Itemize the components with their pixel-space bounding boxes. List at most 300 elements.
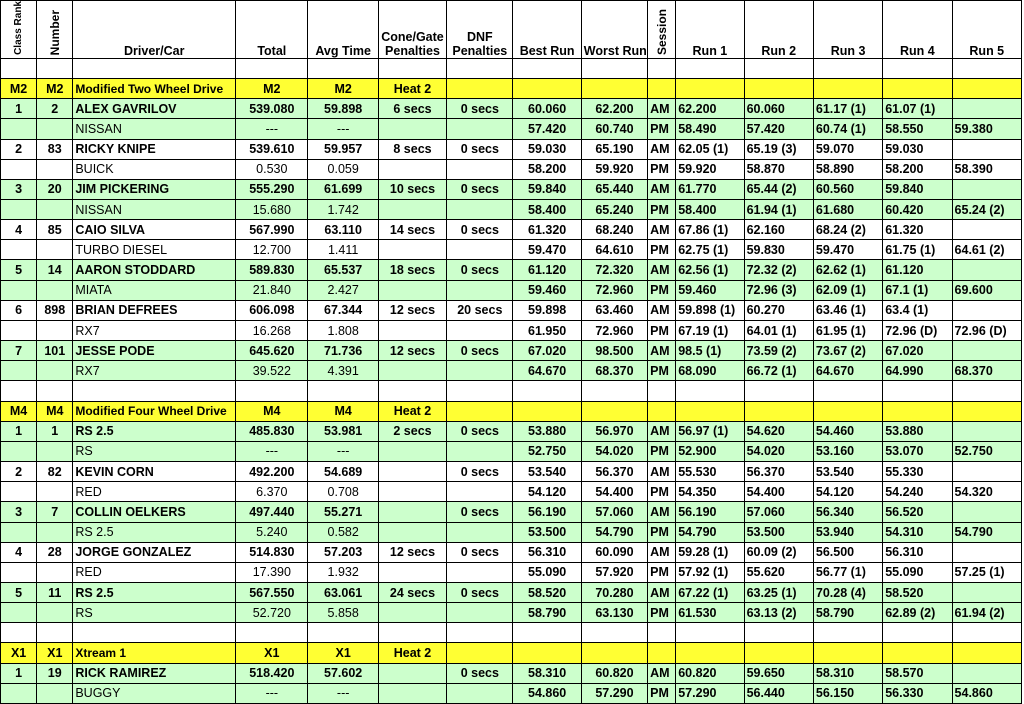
cell-avg-time: ---	[308, 441, 378, 461]
cell-best-run: 59.840	[513, 179, 581, 199]
cell-run-3	[813, 643, 882, 663]
cell-run-2: 59.650	[744, 663, 813, 683]
cell-run-4: 67.1 (1)	[883, 280, 952, 300]
cell-number: 101	[37, 341, 73, 361]
table-row	[1, 462, 1022, 482]
cell-driver-car: COLLIN OELKERS	[73, 502, 236, 522]
cell-run-3: 54.120	[813, 482, 882, 502]
cell-dnf-penalties: 0 secs	[447, 582, 513, 602]
cell-dnf-penalties	[447, 159, 513, 179]
cell-driver-car: TURBO DIESEL	[73, 240, 236, 260]
cell-class-rank	[1, 280, 37, 300]
cell-run-5	[952, 401, 1021, 421]
cell-run-5	[952, 502, 1021, 522]
cell-dnf-penalties	[447, 200, 513, 220]
cell-total: M2	[236, 79, 308, 99]
cell-run-4: 67.020	[883, 341, 952, 361]
cell-worst-run	[581, 401, 647, 421]
cell-run-5: 54.860	[952, 683, 1021, 703]
header-best-run: Best Run	[513, 1, 581, 59]
cell-run-1: 67.86 (1)	[676, 220, 744, 240]
cell-avg-time: M4	[308, 401, 378, 421]
cell-run-3: 56.150	[813, 683, 882, 703]
cell-avg-time: 59.898	[308, 99, 378, 119]
cell-run-2: 54.620	[744, 421, 813, 441]
cell-driver-car: JESSE PODE	[73, 341, 236, 361]
table-row	[1, 300, 1022, 320]
cell-cone-gate-penalties: 8 secs	[378, 139, 446, 159]
header-run-5: Run 5	[952, 1, 1021, 59]
cell-run-5	[952, 663, 1021, 683]
table-row	[1, 421, 1022, 441]
cell-class-rank	[1, 361, 37, 381]
cell-number: 898	[37, 300, 73, 320]
cell-run-3: 58.890	[813, 159, 882, 179]
header-dnf-penalties: DNF Penalties	[447, 1, 513, 59]
table-row	[1, 582, 1022, 602]
header-worst-run: Worst Run	[581, 1, 647, 59]
cell-total: ---	[236, 119, 308, 139]
cell-number	[37, 683, 73, 703]
cell-driver-car: Xtream 1	[73, 643, 236, 663]
header-run-4: Run 4	[883, 1, 952, 59]
cell-avg-time: ---	[308, 119, 378, 139]
cell-run-3: 60.560	[813, 179, 882, 199]
cell-run-4	[883, 623, 952, 643]
cell-worst-run: 64.610	[581, 240, 647, 260]
cell-run-2	[744, 643, 813, 663]
cell-run-1: 68.090	[676, 361, 744, 381]
cell-run-4: 56.310	[883, 542, 952, 562]
cell-session: PM	[648, 240, 676, 260]
cell-best-run: 59.470	[513, 240, 581, 260]
cell-class-rank: 6	[1, 300, 37, 320]
cell-number: 83	[37, 139, 73, 159]
cell-class-rank	[1, 482, 37, 502]
cell-number	[37, 562, 73, 582]
cell-run-4: 58.550	[883, 119, 952, 139]
cell-best-run: 53.540	[513, 462, 581, 482]
cell-number: X1	[37, 643, 73, 663]
cell-run-5	[952, 582, 1021, 602]
cell-cone-gate-penalties: 12 secs	[378, 341, 446, 361]
cell-avg-time: 5.858	[308, 603, 378, 623]
cell-run-5: 57.25 (1)	[952, 562, 1021, 582]
cell-cone-gate-penalties	[378, 159, 446, 179]
table-row	[1, 542, 1022, 562]
cell-total: 21.840	[236, 280, 308, 300]
cell-cone-gate-penalties	[378, 320, 446, 340]
cell-run-4: 58.200	[883, 159, 952, 179]
cell-session	[648, 79, 676, 99]
cell-worst-run	[581, 79, 647, 99]
cell-run-5: 72.96 (D)	[952, 320, 1021, 340]
cell-cone-gate-penalties: 6 secs	[378, 99, 446, 119]
cell-run-1: 62.200	[676, 99, 744, 119]
cell-worst-run	[581, 623, 647, 643]
cell-run-1: 59.28 (1)	[676, 542, 744, 562]
cell-driver-car: RX7	[73, 320, 236, 340]
cell-number: 1	[37, 421, 73, 441]
cell-dnf-penalties	[447, 401, 513, 421]
cell-cone-gate-penalties	[378, 240, 446, 260]
cell-best-run: 60.060	[513, 99, 581, 119]
cell-avg-time: 1.932	[308, 562, 378, 582]
cell-avg-time: 2.427	[308, 280, 378, 300]
cell-worst-run: 65.240	[581, 200, 647, 220]
cell-dnf-penalties: 0 secs	[447, 341, 513, 361]
cell-total: 606.098	[236, 300, 308, 320]
cell-total: 645.620	[236, 341, 308, 361]
header-run-3: Run 3	[813, 1, 882, 59]
cell-avg-time: 53.981	[308, 421, 378, 441]
cell-run-2: 59.830	[744, 240, 813, 260]
cell-number	[37, 603, 73, 623]
cell-run-1: 59.920	[676, 159, 744, 179]
cell-total: 5.240	[236, 522, 308, 542]
cell-worst-run: 72.960	[581, 280, 647, 300]
cell-driver-car: RS 2.5	[73, 421, 236, 441]
cell-cone-gate-penalties	[378, 58, 446, 78]
cell-dnf-penalties: 0 secs	[447, 421, 513, 441]
cell-dnf-penalties	[447, 240, 513, 260]
cell-cone-gate-penalties	[378, 381, 446, 401]
cell-run-5	[952, 542, 1021, 562]
cell-run-3: 59.070	[813, 139, 882, 159]
cell-class-rank	[1, 603, 37, 623]
cell-class-rank	[1, 441, 37, 461]
cell-class-rank: 4	[1, 542, 37, 562]
cell-cone-gate-penalties	[378, 280, 446, 300]
cell-cone-gate-penalties: Heat 2	[378, 401, 446, 421]
cell-avg-time: 0.708	[308, 482, 378, 502]
table-row	[1, 139, 1022, 159]
cell-driver-car: RS	[73, 441, 236, 461]
cell-dnf-penalties	[447, 58, 513, 78]
cell-run-4: 59.840	[883, 179, 952, 199]
cell-session: AM	[648, 99, 676, 119]
cell-best-run: 61.120	[513, 260, 581, 280]
cell-run-1: 62.75 (1)	[676, 240, 744, 260]
cell-run-1: 67.19 (1)	[676, 320, 744, 340]
cell-run-1: 58.490	[676, 119, 744, 139]
cell-run-1: 56.190	[676, 502, 744, 522]
cell-run-4: 61.75 (1)	[883, 240, 952, 260]
table-row	[1, 361, 1022, 381]
cell-total: X1	[236, 643, 308, 663]
cell-run-4: 53.070	[883, 441, 952, 461]
cell-run-5	[952, 462, 1021, 482]
cell-best-run: 54.860	[513, 683, 581, 703]
cell-dnf-penalties	[447, 320, 513, 340]
cell-run-5	[952, 99, 1021, 119]
table-row	[1, 603, 1022, 623]
cell-session	[648, 401, 676, 421]
cell-run-1: 57.290	[676, 683, 744, 703]
cell-run-1	[676, 401, 744, 421]
cell-run-1: 61.770	[676, 179, 744, 199]
cell-run-5: 58.390	[952, 159, 1021, 179]
cell-total: 539.080	[236, 99, 308, 119]
cell-run-5	[952, 643, 1021, 663]
cell-run-3: 61.95 (1)	[813, 320, 882, 340]
cell-cone-gate-penalties: Heat 2	[378, 79, 446, 99]
cell-cone-gate-penalties: 18 secs	[378, 260, 446, 280]
cell-run-4: 58.570	[883, 663, 952, 683]
cell-number	[37, 58, 73, 78]
class-header-row	[1, 79, 1022, 99]
cell-best-run: 52.750	[513, 441, 581, 461]
cell-avg-time: 71.736	[308, 341, 378, 361]
cell-total: 567.550	[236, 582, 308, 602]
cell-run-3: 62.09 (1)	[813, 280, 882, 300]
cell-session: AM	[648, 341, 676, 361]
cell-number	[37, 441, 73, 461]
cell-run-3: 53.160	[813, 441, 882, 461]
cell-dnf-penalties: 0 secs	[447, 260, 513, 280]
cell-session: AM	[648, 462, 676, 482]
cell-run-1: 98.5 (1)	[676, 341, 744, 361]
header-avg-time: Avg Time	[308, 1, 378, 59]
cell-class-rank	[1, 522, 37, 542]
cell-driver-car: NISSAN	[73, 200, 236, 220]
cell-dnf-penalties	[447, 280, 513, 300]
cell-run-1: 62.56 (1)	[676, 260, 744, 280]
cell-best-run: 59.030	[513, 139, 581, 159]
cell-run-2: 63.13 (2)	[744, 603, 813, 623]
cell-number: 14	[37, 260, 73, 280]
cell-dnf-penalties	[447, 603, 513, 623]
cell-run-2: 53.500	[744, 522, 813, 542]
cell-run-4	[883, 79, 952, 99]
cell-number: 85	[37, 220, 73, 240]
cell-cone-gate-penalties	[378, 441, 446, 461]
cell-run-3: 70.28 (4)	[813, 582, 882, 602]
cell-run-3: 56.77 (1)	[813, 562, 882, 582]
spacer-row	[1, 58, 1022, 78]
cell-total: 17.390	[236, 562, 308, 582]
cell-run-2	[744, 79, 813, 99]
cell-class-rank: 5	[1, 260, 37, 280]
cell-best-run: 61.950	[513, 320, 581, 340]
table-row	[1, 441, 1022, 461]
cell-session: AM	[648, 179, 676, 199]
cell-run-2: 57.420	[744, 119, 813, 139]
cell-worst-run: 72.960	[581, 320, 647, 340]
cell-worst-run: 56.370	[581, 462, 647, 482]
cell-class-rank: 7	[1, 341, 37, 361]
cell-class-rank: 1	[1, 663, 37, 683]
cell-run-1: 62.05 (1)	[676, 139, 744, 159]
cell-avg-time: 4.391	[308, 361, 378, 381]
cell-best-run: 58.200	[513, 159, 581, 179]
cell-driver-car: RED	[73, 482, 236, 502]
table-row	[1, 341, 1022, 361]
cell-driver-car	[73, 58, 236, 78]
cell-dnf-penalties: 0 secs	[447, 462, 513, 482]
cell-driver-car: RS 2.5	[73, 522, 236, 542]
cell-cone-gate-penalties	[378, 482, 446, 502]
cell-run-1: 55.530	[676, 462, 744, 482]
cell-dnf-penalties	[447, 361, 513, 381]
table-row	[1, 663, 1022, 683]
cell-class-rank: 4	[1, 220, 37, 240]
cell-cone-gate-penalties	[378, 462, 446, 482]
cell-run-4	[883, 643, 952, 663]
cell-worst-run	[581, 381, 647, 401]
cell-best-run	[513, 643, 581, 663]
cell-number	[37, 240, 73, 260]
cell-best-run: 59.460	[513, 280, 581, 300]
table-row	[1, 280, 1022, 300]
cell-class-rank	[1, 683, 37, 703]
cell-session: PM	[648, 482, 676, 502]
cell-total: 567.990	[236, 220, 308, 240]
cell-run-2: 61.94 (1)	[744, 200, 813, 220]
cell-driver-car: MIATA	[73, 280, 236, 300]
cell-run-3: 56.340	[813, 502, 882, 522]
table-row	[1, 260, 1022, 280]
cell-run-1: 54.350	[676, 482, 744, 502]
cell-run-2	[744, 58, 813, 78]
cell-avg-time: 0.059	[308, 159, 378, 179]
cell-driver-car	[73, 381, 236, 401]
cell-run-2: 66.72 (1)	[744, 361, 813, 381]
cell-total: 589.830	[236, 260, 308, 280]
cell-best-run: 64.670	[513, 361, 581, 381]
cell-dnf-penalties	[447, 441, 513, 461]
cell-best-run: 58.790	[513, 603, 581, 623]
table-row	[1, 159, 1022, 179]
header-row	[1, 1, 1022, 59]
cell-run-5: 52.750	[952, 441, 1021, 461]
cell-best-run: 55.090	[513, 562, 581, 582]
cell-run-2: 58.870	[744, 159, 813, 179]
cell-session: PM	[648, 562, 676, 582]
cell-number	[37, 200, 73, 220]
cell-avg-time: 1.411	[308, 240, 378, 260]
table-row	[1, 522, 1022, 542]
cell-best-run: 58.520	[513, 582, 581, 602]
cell-run-3: 62.62 (1)	[813, 260, 882, 280]
cell-run-4: 61.320	[883, 220, 952, 240]
cell-run-3: 58.310	[813, 663, 882, 683]
cell-avg-time: 0.582	[308, 522, 378, 542]
cell-class-rank	[1, 320, 37, 340]
cell-worst-run: 57.060	[581, 502, 647, 522]
cell-run-3: 61.680	[813, 200, 882, 220]
cell-run-4: 54.310	[883, 522, 952, 542]
cell-cone-gate-penalties	[378, 623, 446, 643]
cell-session: PM	[648, 522, 676, 542]
cell-dnf-penalties: 0 secs	[447, 179, 513, 199]
cell-run-5: 59.380	[952, 119, 1021, 139]
cell-total: 16.268	[236, 320, 308, 340]
cell-cone-gate-penalties	[378, 502, 446, 522]
cell-driver-car: JORGE GONZALEZ	[73, 542, 236, 562]
cell-class-rank: 1	[1, 99, 37, 119]
results-body	[1, 1, 1022, 704]
cell-run-5: 64.61 (2)	[952, 240, 1021, 260]
cell-best-run: 56.310	[513, 542, 581, 562]
cell-run-2: 60.270	[744, 300, 813, 320]
cell-run-1	[676, 381, 744, 401]
cell-run-3: 73.67 (2)	[813, 341, 882, 361]
cell-class-rank	[1, 381, 37, 401]
cell-cone-gate-penalties	[378, 522, 446, 542]
cell-run-4: 55.090	[883, 562, 952, 582]
cell-driver-car: BUGGY	[73, 683, 236, 703]
cell-best-run: 58.400	[513, 200, 581, 220]
header-run-2: Run 2	[744, 1, 813, 59]
cell-session	[648, 58, 676, 78]
table-row	[1, 240, 1022, 260]
cell-session: PM	[648, 683, 676, 703]
cell-dnf-penalties: 0 secs	[447, 663, 513, 683]
cell-session: AM	[648, 663, 676, 683]
cell-best-run: 59.898	[513, 300, 581, 320]
cell-driver-car: NISSAN	[73, 119, 236, 139]
cell-total	[236, 381, 308, 401]
cell-best-run	[513, 623, 581, 643]
cell-run-5	[952, 341, 1021, 361]
cell-run-2: 60.060	[744, 99, 813, 119]
cell-best-run	[513, 58, 581, 78]
cell-run-5	[952, 139, 1021, 159]
cell-avg-time: ---	[308, 683, 378, 703]
cell-session: AM	[648, 421, 676, 441]
cell-run-1: 52.900	[676, 441, 744, 461]
cell-best-run: 61.320	[513, 220, 581, 240]
cell-dnf-penalties: 20 secs	[447, 300, 513, 320]
cell-session: PM	[648, 361, 676, 381]
cell-dnf-penalties: 0 secs	[447, 139, 513, 159]
cell-run-2: 57.060	[744, 502, 813, 522]
header-cone-gate-penalties: Cone/Gate Penalties	[378, 1, 446, 59]
cell-total: 15.680	[236, 200, 308, 220]
cell-run-5: 69.600	[952, 280, 1021, 300]
header-class-rank: Class Rank	[1, 1, 37, 59]
cell-worst-run: 63.130	[581, 603, 647, 623]
table-row	[1, 200, 1022, 220]
cell-total: 514.830	[236, 542, 308, 562]
cell-run-4	[883, 401, 952, 421]
cell-run-1: 57.92 (1)	[676, 562, 744, 582]
cell-number: 11	[37, 582, 73, 602]
cell-run-1	[676, 58, 744, 78]
cell-total: 39.522	[236, 361, 308, 381]
cell-cone-gate-penalties	[378, 200, 446, 220]
cell-total	[236, 58, 308, 78]
cell-run-4: 58.520	[883, 582, 952, 602]
cell-run-5: 54.790	[952, 522, 1021, 542]
cell-total	[236, 623, 308, 643]
cell-session: PM	[648, 119, 676, 139]
cell-driver-car: KEVIN CORN	[73, 462, 236, 482]
cell-cone-gate-penalties	[378, 361, 446, 381]
cell-total: 485.830	[236, 421, 308, 441]
header-total: Total	[236, 1, 308, 59]
cell-run-3: 56.500	[813, 542, 882, 562]
cell-run-4: 56.330	[883, 683, 952, 703]
cell-run-3: 60.74 (1)	[813, 119, 882, 139]
cell-number	[37, 623, 73, 643]
cell-run-2: 63.25 (1)	[744, 582, 813, 602]
cell-total: 6.370	[236, 482, 308, 502]
cell-run-2: 56.440	[744, 683, 813, 703]
cell-driver-car: ALEX GAVRILOV	[73, 99, 236, 119]
cell-total: 52.720	[236, 603, 308, 623]
